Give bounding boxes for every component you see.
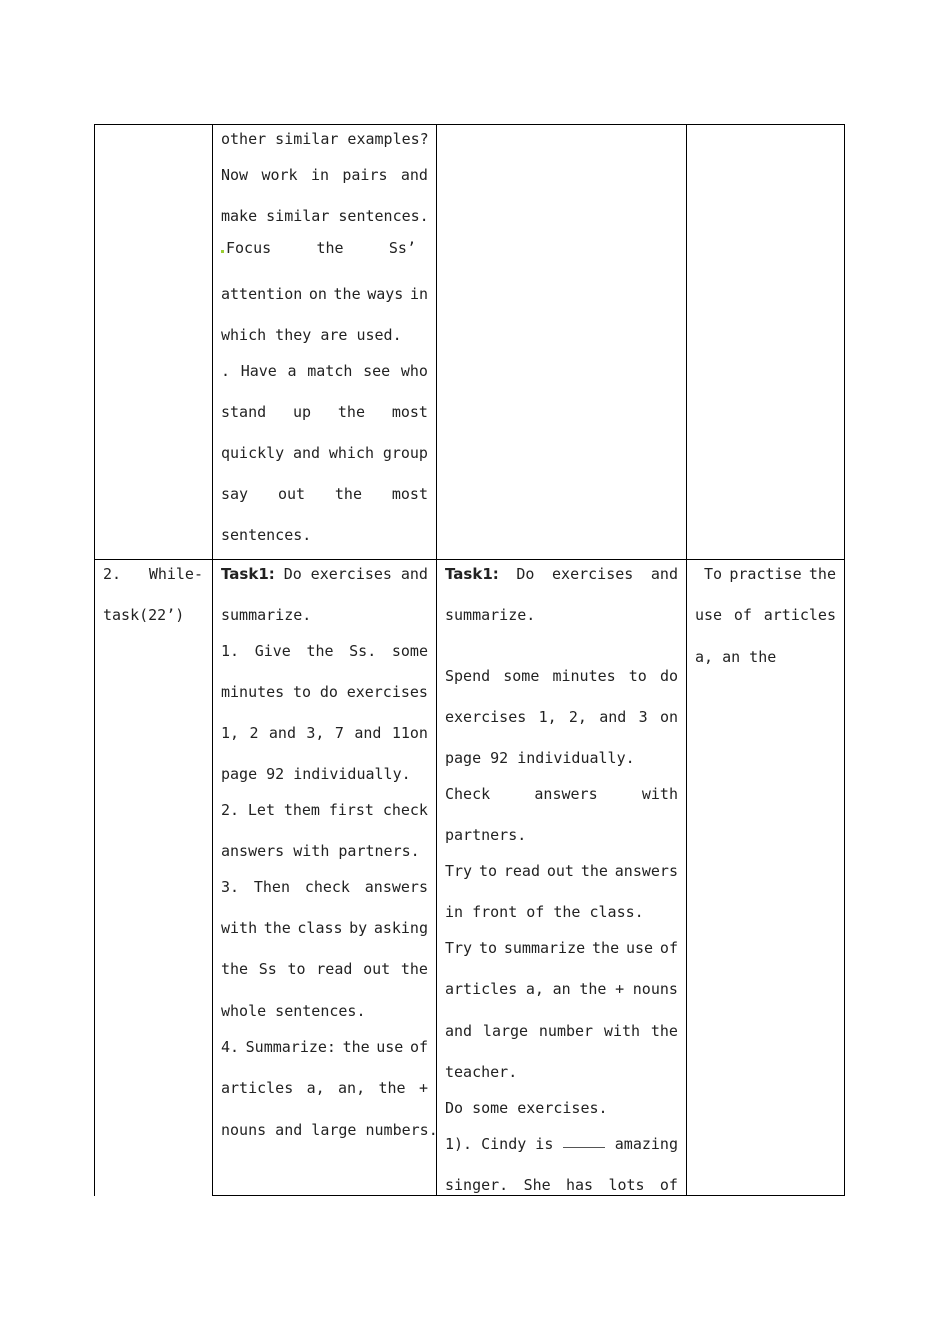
bullet-mark: [221, 250, 224, 253]
text-line: stand up the most: [221, 403, 428, 421]
stage-line: 2. While-: [103, 565, 203, 583]
text-line: exercises 1, 2, and 3 on: [445, 708, 678, 726]
text-line: and large number with the: [445, 1022, 678, 1040]
text-line: summarize.: [445, 606, 536, 624]
text-line: Now work in pairs and: [221, 166, 428, 184]
text-line: say out the most: [221, 485, 428, 503]
exercise-question: 1). Cindy is amazing: [445, 1135, 678, 1153]
text-line: partners.: [445, 826, 527, 844]
text-line: Do some exercises.: [445, 1099, 608, 1117]
text-line: attention on the ways in: [221, 285, 428, 303]
column-divider-1: [212, 124, 213, 1196]
text-line: nouns and large numbers.: [221, 1121, 438, 1139]
text-line: 3. Then check answers: [221, 878, 428, 896]
text-line: a, an the: [695, 648, 777, 666]
column-divider-3: [686, 124, 687, 1196]
text-line: . Have a match see who: [221, 362, 428, 380]
text-line: Check answers with: [445, 785, 678, 803]
text-line: with the class by asking: [221, 919, 428, 937]
text-line: 1. Give the Ss. some: [221, 642, 428, 660]
text-line: 4. Summarize: the use of: [221, 1038, 428, 1056]
text-line: To practise the: [695, 565, 836, 583]
task-heading: Task1: Do exercises and: [221, 565, 428, 583]
text-line: other similar examples?: [221, 130, 429, 148]
text-line: page 92 individually.: [221, 765, 411, 783]
task-heading: Task1: Do exercises and: [445, 565, 678, 583]
stage-line: task(22’): [103, 606, 185, 624]
row-divider: [94, 559, 845, 560]
text-line: use of articles: [695, 606, 836, 624]
column-divider-2: [436, 124, 437, 1196]
answer-blank: [563, 1135, 605, 1148]
text-line: sentences.: [221, 526, 312, 544]
text-line: articles a, an, the +: [221, 1079, 428, 1097]
text-line: 1, 2 and 3, 7 and 11on: [221, 724, 428, 742]
table-right-border: [844, 124, 845, 1196]
text-line: Try to summarize the use of: [445, 939, 678, 957]
text-line: singer. She has lots of: [445, 1176, 678, 1194]
text-line: summarize.: [221, 606, 312, 624]
table-bottom-border: [212, 1195, 845, 1196]
text-line: page 92 individually.: [445, 749, 635, 767]
text-line: Try to read out the answers: [445, 862, 678, 880]
table-left-border: [94, 124, 95, 1196]
text-line: minutes to do exercises: [221, 683, 428, 701]
text-line: the Ss to read out the: [221, 960, 428, 978]
text-line: 2. Let them first check: [221, 801, 428, 819]
text-line: quickly and which group: [221, 444, 428, 462]
text-line: Spend some minutes to do: [445, 667, 678, 685]
text-line: answers with partners.: [221, 842, 420, 860]
text-line: which they are used.: [221, 326, 402, 344]
text-line: whole sentences.: [221, 1002, 366, 1020]
text-line: articles a, an the + nouns: [445, 980, 678, 998]
table-top-border: [94, 124, 845, 125]
text-line: in front of the class.: [445, 903, 644, 921]
text-line: make similar sentences.: [221, 207, 429, 225]
text-line: teacher.: [445, 1063, 518, 1081]
text-line: Focus the Ss’: [221, 239, 416, 257]
